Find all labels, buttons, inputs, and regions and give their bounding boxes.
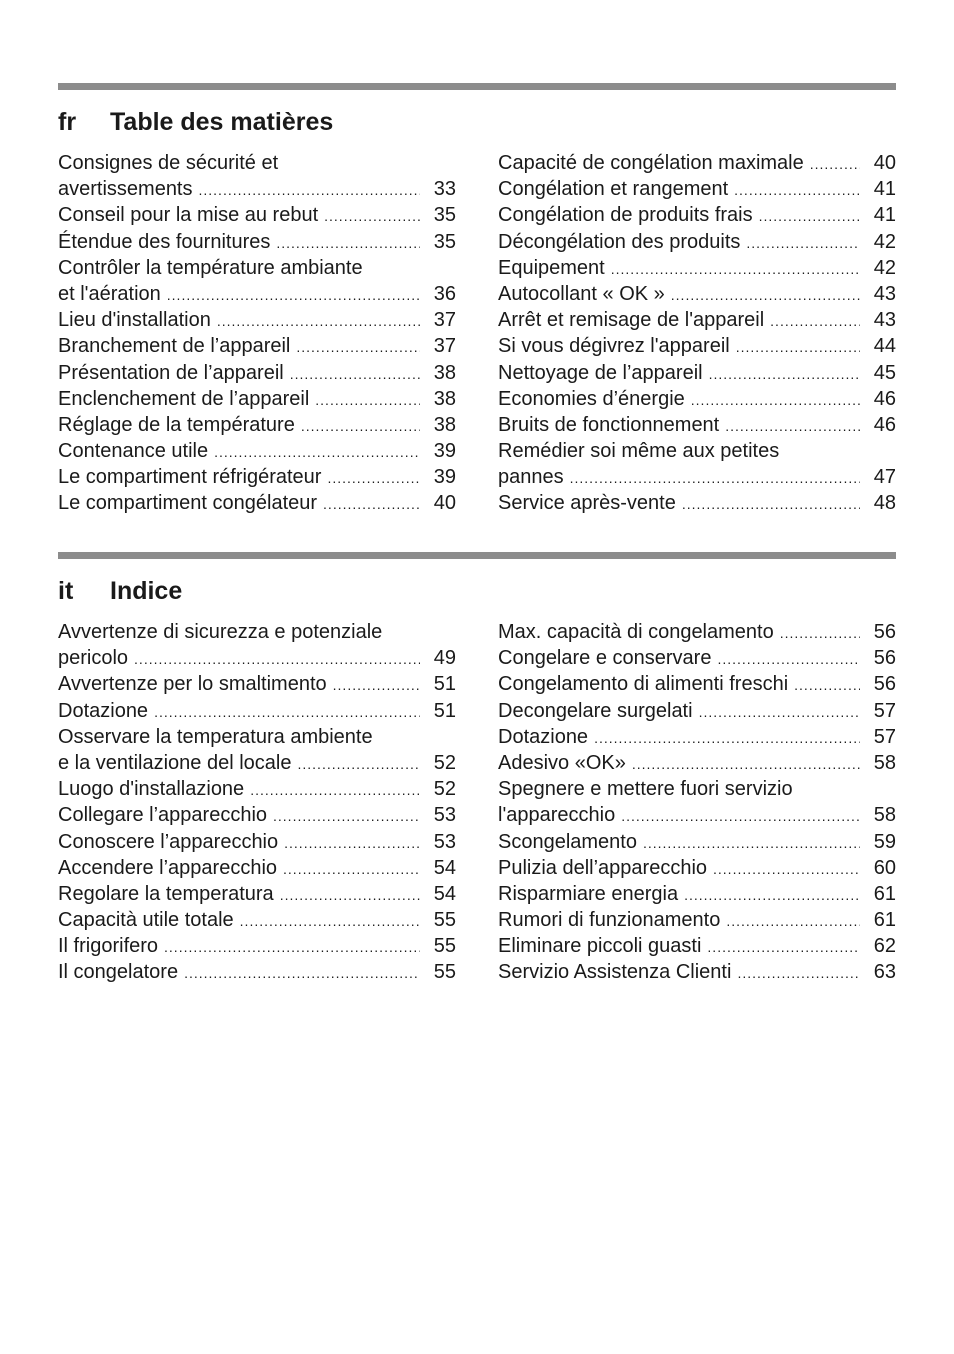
toc-entry[interactable] — [498, 671, 896, 697]
toc-entry-text: Congelare e conservare — [498, 647, 712, 670]
toc-entry[interactable] — [58, 671, 456, 697]
toc-entry-line — [58, 360, 456, 386]
toc-entry-text: Autocollant « OK » — [498, 282, 665, 305]
toc-entry-line — [498, 933, 896, 959]
toc-entry-text: Contrôler la température ambiante — [58, 256, 363, 279]
toc-entry-text: Contenance utile — [58, 440, 209, 463]
page-number: 45 — [873, 361, 896, 384]
section-title: Table des matières — [110, 108, 334, 136]
toc-entry-line — [58, 724, 456, 750]
page-number: 37 — [433, 309, 456, 332]
toc-entry-line — [498, 281, 896, 307]
toc-entry[interactable] — [58, 386, 456, 412]
page-number: 61 — [873, 909, 896, 932]
section-rule — [58, 552, 896, 559]
page-number: 40 — [873, 152, 896, 174]
toc-entry-line — [498, 255, 896, 281]
toc-entry[interactable] — [498, 829, 896, 855]
toc-entry-text: Decongelare surgelati — [498, 699, 693, 722]
toc-entry-line — [498, 202, 896, 228]
toc-entry[interactable] — [58, 412, 456, 438]
toc-entry-text: Si vous dégivrez l'appareil — [498, 335, 730, 358]
dot-leader — [794, 672, 860, 698]
toc-entry[interactable] — [58, 881, 456, 907]
toc-entry-text: pannes — [498, 466, 564, 489]
toc-entry-line — [58, 255, 456, 281]
toc-entry-line — [498, 645, 896, 671]
toc-entry-line — [498, 229, 896, 255]
page-number: 61 — [873, 882, 896, 905]
dot-leader — [737, 960, 860, 986]
dot-leader — [780, 620, 860, 646]
dot-leader — [699, 699, 860, 725]
toc-entry-line — [58, 671, 456, 697]
page-number: 44 — [873, 335, 896, 358]
toc-columns — [58, 619, 896, 986]
toc-entry-line — [58, 307, 456, 333]
page-number: 42 — [873, 230, 896, 253]
toc-entry-text: Arrêt et remisage de l'appareil — [498, 309, 765, 332]
dot-leader — [284, 830, 420, 856]
toc-entry-text: Collegare l’apparecchio — [58, 804, 268, 827]
page-number: 39 — [433, 440, 456, 463]
dot-leader — [759, 203, 860, 229]
dot-leader — [717, 646, 860, 672]
page-number: 52 — [433, 778, 456, 801]
toc-entry[interactable] — [498, 360, 896, 386]
toc-entry-text: Congelamento di alimenti freschi — [498, 673, 789, 696]
page-number: 56 — [873, 621, 896, 643]
toc-entry-line — [498, 671, 896, 697]
page-number: 38 — [433, 413, 456, 436]
toc-entry-text: Adesivo «OK» — [498, 751, 626, 774]
toc-entry[interactable] — [498, 907, 896, 933]
toc-entry[interactable] — [58, 229, 456, 255]
page-number: 52 — [433, 751, 456, 774]
page-number: 63 — [873, 961, 896, 984]
toc-entry-line — [58, 645, 456, 671]
toc-entry-text: Consignes de sécurité et — [58, 152, 279, 174]
toc-entry[interactable] — [58, 907, 456, 933]
dot-leader — [290, 361, 420, 387]
toc-entry-line — [58, 802, 456, 828]
dot-leader — [643, 830, 860, 856]
page-number: 59 — [873, 830, 896, 853]
toc-entry-line — [58, 229, 456, 255]
toc-entry-line — [58, 490, 456, 516]
page-number: 35 — [433, 204, 456, 227]
dot-leader — [298, 751, 421, 777]
toc-entry[interactable] — [58, 360, 456, 386]
page-number: 49 — [433, 647, 456, 670]
toc-entry-text: Décongélation des produits — [498, 230, 741, 253]
toc-entry-text: Présentation de l’appareil — [58, 361, 284, 384]
toc-entry-text: Congélation de produits frais — [498, 204, 753, 227]
dot-leader — [327, 465, 420, 491]
toc-entry-line — [58, 776, 456, 802]
toc-entry-line — [498, 386, 896, 412]
page-number: 54 — [433, 882, 456, 905]
dot-leader — [709, 361, 860, 387]
dot-leader — [632, 751, 860, 777]
toc-entry-line — [498, 490, 896, 516]
section-heading — [58, 571, 896, 611]
toc-entry-text: Max. capacità di congelamento — [498, 621, 774, 643]
toc-entry[interactable] — [58, 776, 456, 802]
toc-entry[interactable] — [498, 933, 896, 959]
dot-leader — [333, 672, 420, 698]
toc-entry[interactable] — [498, 229, 896, 255]
toc-entry[interactable] — [498, 698, 896, 724]
toc-entry-text: Avvertenze per lo smaltimento — [58, 673, 327, 696]
toc-entry-text: Congélation et rangement — [498, 178, 729, 201]
toc-entry[interactable] — [498, 438, 896, 490]
dot-leader — [301, 413, 420, 439]
toc-entry-line — [498, 412, 896, 438]
page-number: 36 — [433, 282, 456, 305]
dot-leader — [164, 934, 420, 960]
language-code: it — [58, 577, 74, 605]
toc-section-fr — [58, 83, 896, 517]
toc-entry-line — [58, 438, 456, 464]
toc-entry-text: Accendere l’apparecchio — [58, 856, 278, 879]
page-number: 33 — [433, 178, 456, 201]
dot-leader — [713, 856, 860, 882]
toc-entry-line — [498, 907, 896, 933]
toc-entry-line — [498, 464, 896, 490]
toc-entry[interactable] — [58, 829, 456, 855]
page-number: 58 — [873, 751, 896, 774]
toc-entry-line — [58, 933, 456, 959]
toc-entry-line — [498, 776, 896, 802]
toc-column-left — [58, 150, 456, 517]
toc-entry-text: Dotazione — [498, 725, 589, 748]
dot-leader — [296, 334, 420, 360]
toc-entry-line — [58, 907, 456, 933]
toc-entry[interactable] — [58, 959, 456, 985]
toc-entry[interactable] — [58, 933, 456, 959]
toc-entry-text: Risparmiare energia — [498, 882, 679, 905]
toc-entry-text: Réglage de la température — [58, 413, 295, 436]
dot-leader — [199, 177, 421, 203]
toc-entry[interactable] — [498, 412, 896, 438]
toc-entry-line — [498, 619, 896, 645]
toc-entry-line — [58, 202, 456, 228]
toc-section-it — [58, 552, 896, 986]
page-number: 51 — [433, 699, 456, 722]
toc-entry-text: Capacità utile totale — [58, 909, 234, 932]
toc-entry-line — [58, 281, 456, 307]
toc-entry-text: Il frigorifero — [58, 935, 159, 958]
language-code: fr — [58, 108, 77, 136]
toc-entry[interactable] — [58, 619, 456, 671]
page-number: 57 — [873, 725, 896, 748]
page-number: 40 — [433, 492, 456, 515]
toc-entry-text: Luogo d'installazione — [58, 778, 245, 801]
toc-entry-text: Étendue des fournitures — [58, 230, 271, 253]
dot-leader — [725, 413, 860, 439]
toc-entry-text: Remédier soi même aux petites — [498, 440, 780, 463]
toc-entry-text: Nettoyage de l’appareil — [498, 361, 703, 384]
toc-entry[interactable] — [498, 202, 896, 228]
dot-leader — [323, 491, 420, 517]
dot-leader — [273, 803, 420, 829]
toc-entry[interactable] — [498, 333, 896, 359]
page-number: 38 — [433, 361, 456, 384]
section-rule — [58, 83, 896, 90]
toc-entry-line — [498, 307, 896, 333]
dot-leader — [691, 387, 860, 413]
toc-entry[interactable] — [498, 490, 896, 516]
dot-leader — [217, 308, 420, 334]
toc-entry-text: avertissements — [58, 178, 193, 201]
toc-entry-line — [58, 959, 456, 985]
toc-entry[interactable] — [58, 202, 456, 228]
toc-entry-line — [58, 412, 456, 438]
toc-entry-line — [498, 802, 896, 828]
toc-entry-text: Scongelamento — [498, 830, 637, 853]
toc-entry-line — [498, 438, 896, 464]
section-title: Indice — [110, 577, 183, 605]
toc-entry-text: Conoscere l’apparecchio — [58, 830, 279, 853]
toc-entry-text: et l'aération — [58, 282, 161, 305]
toc-entry-text: l'apparecchio — [498, 804, 616, 827]
toc-entry[interactable] — [58, 307, 456, 333]
dot-leader — [671, 282, 860, 308]
toc-entry-text: pericolo — [58, 647, 129, 670]
page-number: 60 — [873, 856, 896, 879]
toc-entry[interactable] — [498, 619, 896, 645]
page-number: 41 — [873, 178, 896, 201]
page-number: 39 — [433, 466, 456, 489]
dot-leader — [594, 725, 860, 751]
page-number: 41 — [873, 204, 896, 227]
toc-columns — [58, 150, 896, 517]
page-number: 43 — [873, 309, 896, 332]
toc-entry[interactable] — [498, 645, 896, 671]
toc-entry[interactable] — [58, 802, 456, 828]
page-number: 56 — [873, 647, 896, 670]
dot-leader — [736, 334, 860, 360]
toc-entry-line — [58, 333, 456, 359]
toc-entry-text: Service après-vente — [498, 492, 676, 515]
dot-leader — [810, 151, 860, 177]
toc-entry-text: Le compartiment congélateur — [58, 492, 318, 515]
toc-entry-text: Avvertenze di sicurezza e potenziale — [58, 621, 383, 643]
page-number: 62 — [873, 935, 896, 958]
toc-entry-line — [58, 386, 456, 412]
toc-entry[interactable] — [498, 150, 896, 176]
toc-entry[interactable] — [498, 881, 896, 907]
toc-entry-line — [498, 360, 896, 386]
toc-entry-line — [58, 855, 456, 881]
dot-leader — [621, 803, 860, 829]
toc-entry[interactable] — [58, 464, 456, 490]
toc-entry-text: Osservare la temperatura ambiente — [58, 725, 373, 748]
dot-leader — [684, 882, 860, 908]
toc-entry[interactable] — [58, 724, 456, 776]
toc-entry-text: Capacité de congélation maximale — [498, 152, 804, 174]
toc-entry-text: Regolare la temperatura — [58, 882, 274, 905]
toc-entry-line — [58, 750, 456, 776]
toc-column-left — [58, 619, 456, 986]
toc-entry-text: Economies d’énergie — [498, 387, 685, 410]
page-number: 35 — [433, 230, 456, 253]
page-number: 58 — [873, 804, 896, 827]
dot-leader — [315, 387, 420, 413]
toc-entry-text: Spegnere e mettere fuori servizio — [498, 778, 793, 801]
dot-leader — [570, 465, 860, 491]
dot-leader — [167, 282, 420, 308]
dot-leader — [283, 856, 420, 882]
toc-entry-line — [58, 698, 456, 724]
page-number: 37 — [433, 335, 456, 358]
toc-entry-text: e la ventilazione del locale — [58, 751, 292, 774]
page-number: 55 — [433, 961, 456, 984]
toc-entry-text: Il congelatore — [58, 961, 179, 984]
toc-entry[interactable] — [58, 255, 456, 307]
page-number: 51 — [433, 673, 456, 696]
page-number: 55 — [433, 935, 456, 958]
dot-leader — [154, 699, 420, 725]
toc-entry[interactable] — [58, 855, 456, 881]
page-number: 38 — [433, 387, 456, 410]
toc-entry-line — [498, 959, 896, 985]
page-number: 53 — [433, 804, 456, 827]
toc-entry-line — [498, 881, 896, 907]
toc-entry[interactable] — [498, 959, 896, 985]
toc-entry-text: Conseil pour la mise au rebut — [58, 204, 319, 227]
dot-leader — [184, 960, 420, 986]
toc-entry-text: Rumori di funzionamento — [498, 909, 721, 932]
page-number: 55 — [433, 909, 456, 932]
dot-leader — [134, 646, 420, 672]
toc-entry-text: Pulizia dell’apparecchio — [498, 856, 708, 879]
page-number: 42 — [873, 256, 896, 279]
toc-entry-line — [498, 724, 896, 750]
dot-leader — [324, 203, 420, 229]
dot-leader — [214, 439, 420, 465]
toc-entry-text: Eliminare piccoli guasti — [498, 935, 702, 958]
dot-leader — [707, 934, 860, 960]
toc-entry-text: Equipement — [498, 256, 605, 279]
toc-entry-text: Bruits de fonctionnement — [498, 413, 720, 436]
page-number: 47 — [873, 466, 896, 489]
dot-leader — [280, 882, 420, 908]
toc-entry[interactable] — [58, 438, 456, 464]
page-number: 46 — [873, 387, 896, 410]
page-number: 43 — [873, 282, 896, 305]
page-number: 53 — [433, 830, 456, 853]
toc-entry-line — [498, 855, 896, 881]
toc-entry-line — [498, 829, 896, 855]
toc-entry-text: Lieu d'installation — [58, 309, 211, 332]
toc-entry-line — [58, 881, 456, 907]
dot-leader — [682, 491, 860, 517]
dot-leader — [611, 256, 860, 282]
toc-entry-text: Enclenchement de l’appareil — [58, 387, 310, 410]
toc-entry[interactable] — [498, 776, 896, 828]
dot-leader — [276, 230, 420, 256]
dot-leader — [240, 908, 420, 934]
toc-column-right — [498, 619, 896, 986]
toc-entry-text: Servizio Assistenza Clienti — [498, 961, 732, 984]
toc-entry[interactable] — [498, 255, 896, 281]
toc-entry[interactable] — [498, 307, 896, 333]
toc-entry-line — [58, 619, 456, 645]
toc-entry-line — [498, 176, 896, 202]
toc-entry[interactable] — [58, 698, 456, 724]
toc-entry-line — [58, 829, 456, 855]
toc-entry-line — [58, 150, 456, 176]
dot-leader — [770, 308, 860, 334]
toc-entry-line — [58, 176, 456, 202]
toc-entry[interactable] — [58, 333, 456, 359]
toc-entry-line — [498, 698, 896, 724]
toc-entry-text: Dotazione — [58, 699, 149, 722]
toc-entry[interactable] — [58, 490, 456, 516]
toc-entry-line — [58, 464, 456, 490]
toc-entry[interactable] — [498, 855, 896, 881]
toc-entry[interactable] — [498, 281, 896, 307]
toc-entry-line — [498, 333, 896, 359]
toc-entry-line — [498, 150, 896, 176]
dot-leader — [734, 177, 860, 203]
toc-entry[interactable] — [498, 176, 896, 202]
toc-entry-text: Branchement de l’appareil — [58, 335, 291, 358]
page-number: 46 — [873, 413, 896, 436]
toc-entry[interactable] — [498, 724, 896, 750]
toc-column-right — [498, 150, 896, 517]
toc-entry[interactable] — [498, 386, 896, 412]
page-number: 48 — [873, 492, 896, 515]
toc-entry-line — [498, 750, 896, 776]
dot-leader — [726, 908, 860, 934]
section-heading — [58, 102, 896, 142]
toc-entry[interactable] — [498, 750, 896, 776]
toc-entry[interactable] — [58, 150, 456, 202]
page-number: 56 — [873, 673, 896, 696]
dot-leader — [250, 777, 420, 803]
page-number: 54 — [433, 856, 456, 879]
dot-leader — [746, 230, 860, 256]
toc-entry-text: Le compartiment réfrigérateur — [58, 466, 322, 489]
page-number: 57 — [873, 699, 896, 722]
